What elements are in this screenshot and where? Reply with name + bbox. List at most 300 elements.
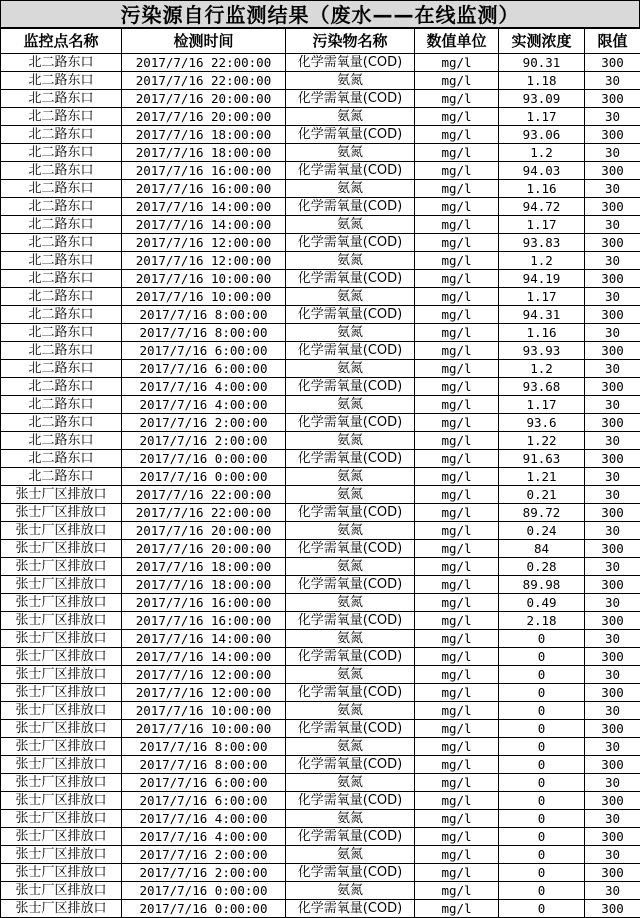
cell-limit: 30 [585,846,640,864]
cell-pollutant: 化学需氧量(COD) [286,414,415,432]
cell-pollutant: 氨氮 [286,396,415,414]
table-row [1,54,640,72]
cell-unit: mg/l [415,846,499,864]
cell-time: 2017/7/16 22:00:00 [122,54,286,72]
table-row [1,504,640,522]
cell-limit: 300 [585,900,640,918]
cell-unit: mg/l [415,504,499,522]
cell-pollutant: 化学需氧量(COD) [286,540,415,558]
cell-station: 北二路东口 [1,144,122,162]
cell-time: 2017/7/16 12:00:00 [122,684,286,702]
cell-unit: mg/l [415,540,499,558]
table-row [1,252,640,270]
table-row [1,900,640,918]
table-row [1,684,640,702]
cell-station: 北二路东口 [1,414,122,432]
cell-concentration: 0 [499,810,585,828]
cell-pollutant: 氨氮 [286,738,415,756]
table-row [1,594,640,612]
cell-unit: mg/l [415,54,499,72]
cell-unit: mg/l [415,738,499,756]
table-row [1,126,640,144]
cell-unit: mg/l [415,126,499,144]
cell-limit: 30 [585,252,640,270]
cell-time: 2017/7/16 0:00:00 [122,882,286,900]
table-row [1,576,640,594]
cell-time: 2017/7/16 6:00:00 [122,342,286,360]
cell-concentration: 0 [499,666,585,684]
cell-limit: 300 [585,162,640,180]
cell-time: 2017/7/16 12:00:00 [122,234,286,252]
cell-pollutant: 化学需氧量(COD) [286,342,415,360]
cell-limit: 30 [585,144,640,162]
table-row [1,306,640,324]
cell-pollutant: 氨氮 [286,432,415,450]
cell-limit: 300 [585,792,640,810]
cell-time: 2017/7/16 16:00:00 [122,594,286,612]
cell-pollutant: 氨氮 [286,144,415,162]
cell-concentration: 90.31 [499,54,585,72]
cell-limit: 30 [585,432,640,450]
cell-concentration: 1.2 [499,144,585,162]
table-row [1,810,640,828]
cell-time: 2017/7/16 20:00:00 [122,90,286,108]
cell-time: 2017/7/16 8:00:00 [122,306,286,324]
cell-unit: mg/l [415,108,499,126]
cell-limit: 30 [585,522,640,540]
cell-unit: mg/l [415,486,499,504]
cell-time: 2017/7/16 14:00:00 [122,630,286,648]
cell-station: 北二路东口 [1,306,122,324]
cell-time: 2017/7/16 2:00:00 [122,846,286,864]
cell-limit: 30 [585,468,640,486]
cell-unit: mg/l [415,162,499,180]
cell-unit: mg/l [415,90,499,108]
cell-pollutant: 氨氮 [286,216,415,234]
cell-time: 2017/7/16 22:00:00 [122,72,286,90]
cell-concentration: 0 [499,738,585,756]
cell-station: 张士厂区排放口 [1,630,122,648]
cell-concentration: 0 [499,828,585,846]
cell-pollutant: 化学需氧量(COD) [286,720,415,738]
cell-time: 2017/7/16 6:00:00 [122,792,286,810]
cell-pollutant: 氨氮 [286,882,415,900]
cell-limit: 30 [585,882,640,900]
table-row [1,648,640,666]
cell-station: 张士厂区排放口 [1,900,122,918]
cell-concentration: 91.63 [499,450,585,468]
cell-time: 2017/7/16 4:00:00 [122,378,286,396]
table-row [1,288,640,306]
cell-station: 北二路东口 [1,234,122,252]
cell-concentration: 0 [499,882,585,900]
cell-pollutant: 化学需氧量(COD) [286,162,415,180]
cell-station: 张士厂区排放口 [1,612,122,630]
cell-unit: mg/l [415,792,499,810]
cell-station: 北二路东口 [1,126,122,144]
cell-time: 2017/7/16 6:00:00 [122,774,286,792]
header-row [1,29,640,54]
cell-unit: mg/l [415,72,499,90]
cell-pollutant: 化学需氧量(COD) [286,306,415,324]
cell-limit: 300 [585,270,640,288]
cell-concentration: 1.22 [499,432,585,450]
cell-concentration: 0.21 [499,486,585,504]
cell-concentration: 1.21 [499,468,585,486]
table-row [1,738,640,756]
cell-unit: mg/l [415,468,499,486]
cell-unit: mg/l [415,450,499,468]
table-row [1,792,640,810]
cell-limit: 300 [585,126,640,144]
cell-station: 张士厂区排放口 [1,720,122,738]
cell-station: 北二路东口 [1,378,122,396]
cell-time: 2017/7/16 0:00:00 [122,900,286,918]
cell-limit: 300 [585,756,640,774]
cell-limit: 30 [585,558,640,576]
cell-limit: 30 [585,72,640,90]
cell-concentration: 0 [499,648,585,666]
table-title: 污染源自行监测结果（废水——在线监测） [0,0,640,28]
table-body [1,54,640,918]
cell-pollutant: 氨氮 [286,468,415,486]
cell-time: 2017/7/16 22:00:00 [122,504,286,522]
header-time: 检测时间 [122,29,286,54]
cell-station: 张士厂区排放口 [1,594,122,612]
table-row [1,162,640,180]
cell-station: 北二路东口 [1,270,122,288]
cell-station: 张士厂区排放口 [1,648,122,666]
cell-unit: mg/l [415,288,499,306]
cell-unit: mg/l [415,396,499,414]
table-row [1,486,640,504]
table-row [1,198,640,216]
cell-limit: 300 [585,540,640,558]
cell-time: 2017/7/16 12:00:00 [122,666,286,684]
cell-limit: 30 [585,486,640,504]
cell-time: 2017/7/16 20:00:00 [122,540,286,558]
cell-limit: 300 [585,198,640,216]
table-row [1,828,640,846]
cell-station: 张士厂区排放口 [1,864,122,882]
cell-concentration: 0.24 [499,522,585,540]
cell-limit: 300 [585,864,640,882]
cell-time: 2017/7/16 20:00:00 [122,108,286,126]
cell-pollutant: 氨氮 [286,108,415,126]
cell-time: 2017/7/16 18:00:00 [122,576,286,594]
cell-time: 2017/7/16 2:00:00 [122,432,286,450]
cell-station: 北二路东口 [1,342,122,360]
cell-limit: 30 [585,396,640,414]
cell-time: 2017/7/16 10:00:00 [122,288,286,306]
cell-unit: mg/l [415,234,499,252]
cell-station: 北二路东口 [1,450,122,468]
cell-concentration: 89.72 [499,504,585,522]
table-row [1,108,640,126]
cell-time: 2017/7/16 18:00:00 [122,144,286,162]
table-row [1,882,640,900]
cell-time: 2017/7/16 8:00:00 [122,738,286,756]
cell-unit: mg/l [415,180,499,198]
cell-concentration: 84 [499,540,585,558]
cell-unit: mg/l [415,432,499,450]
cell-unit: mg/l [415,612,499,630]
table-row [1,90,640,108]
cell-pollutant: 化学需氧量(COD) [286,900,415,918]
table-row [1,216,640,234]
cell-unit: mg/l [415,360,499,378]
cell-station: 张士厂区排放口 [1,702,122,720]
cell-limit: 30 [585,666,640,684]
cell-unit: mg/l [415,324,499,342]
cell-pollutant: 化学需氧量(COD) [286,864,415,882]
cell-pollutant: 氨氮 [286,810,415,828]
cell-unit: mg/l [415,270,499,288]
cell-concentration: 93.68 [499,378,585,396]
cell-time: 2017/7/16 8:00:00 [122,756,286,774]
cell-station: 北二路东口 [1,54,122,72]
cell-concentration: 94.72 [499,198,585,216]
cell-limit: 300 [585,378,640,396]
cell-limit: 300 [585,648,640,666]
table-row [1,450,640,468]
cell-station: 张士厂区排放口 [1,522,122,540]
cell-time: 2017/7/16 16:00:00 [122,612,286,630]
cell-time: 2017/7/16 10:00:00 [122,702,286,720]
cell-time: 2017/7/16 2:00:00 [122,864,286,882]
cell-pollutant: 氨氮 [286,252,415,270]
cell-unit: mg/l [415,756,499,774]
cell-pollutant: 氨氮 [286,324,415,342]
cell-station: 北二路东口 [1,324,122,342]
cell-concentration: 93.83 [499,234,585,252]
cell-station: 张士厂区排放口 [1,774,122,792]
cell-pollutant: 氨氮 [286,774,415,792]
cell-unit: mg/l [415,648,499,666]
cell-time: 2017/7/16 14:00:00 [122,648,286,666]
cell-time: 2017/7/16 2:00:00 [122,414,286,432]
cell-pollutant: 氨氮 [286,180,415,198]
cell-time: 2017/7/16 14:00:00 [122,216,286,234]
cell-pollutant: 化学需氧量(COD) [286,450,415,468]
header-limit: 限值 [585,29,640,54]
cell-concentration: 1.18 [499,72,585,90]
cell-time: 2017/7/16 20:00:00 [122,522,286,540]
table-row [1,612,640,630]
cell-concentration: 0 [499,702,585,720]
table-row [1,846,640,864]
cell-station: 张士厂区排放口 [1,684,122,702]
cell-time: 2017/7/16 14:00:00 [122,198,286,216]
cell-pollutant: 氨氮 [286,288,415,306]
cell-unit: mg/l [415,342,499,360]
table-row [1,558,640,576]
cell-unit: mg/l [415,900,499,918]
table-row [1,270,640,288]
header-concentration: 实测浓度 [499,29,585,54]
cell-pollutant: 化学需氧量(COD) [286,270,415,288]
cell-time: 2017/7/16 18:00:00 [122,126,286,144]
table-row [1,360,640,378]
cell-station: 张士厂区排放口 [1,504,122,522]
cell-concentration: 1.16 [499,180,585,198]
table-row [1,864,640,882]
cell-unit: mg/l [415,306,499,324]
cell-unit: mg/l [415,216,499,234]
cell-concentration: 93.6 [499,414,585,432]
cell-concentration: 93.93 [499,342,585,360]
cell-pollutant: 氨氮 [286,630,415,648]
cell-concentration: 1.17 [499,108,585,126]
cell-unit: mg/l [415,774,499,792]
cell-concentration: 0 [499,720,585,738]
cell-pollutant: 化学需氧量(COD) [286,792,415,810]
cell-unit: mg/l [415,198,499,216]
table-row [1,522,640,540]
cell-time: 2017/7/16 0:00:00 [122,468,286,486]
cell-limit: 30 [585,810,640,828]
cell-station: 张士厂区排放口 [1,846,122,864]
cell-concentration: 94.31 [499,306,585,324]
cell-limit: 300 [585,504,640,522]
cell-unit: mg/l [415,576,499,594]
table-row [1,666,640,684]
cell-pollutant: 化学需氧量(COD) [286,828,415,846]
cell-time: 2017/7/16 10:00:00 [122,270,286,288]
table-row [1,774,640,792]
cell-limit: 30 [585,738,640,756]
cell-time: 2017/7/16 8:00:00 [122,324,286,342]
cell-pollutant: 化学需氧量(COD) [286,684,415,702]
cell-concentration: 0 [499,774,585,792]
cell-station: 北二路东口 [1,90,122,108]
cell-unit: mg/l [415,144,499,162]
cell-concentration: 0 [499,630,585,648]
cell-concentration: 0 [499,846,585,864]
cell-concentration: 0 [499,792,585,810]
table-row [1,630,640,648]
cell-limit: 300 [585,90,640,108]
cell-concentration: 93.06 [499,126,585,144]
table-row [1,396,640,414]
cell-concentration: 1.17 [499,216,585,234]
cell-time: 2017/7/16 12:00:00 [122,252,286,270]
cell-unit: mg/l [415,522,499,540]
cell-time: 2017/7/16 4:00:00 [122,810,286,828]
cell-pollutant: 氨氮 [286,360,415,378]
cell-pollutant: 化学需氧量(COD) [286,126,415,144]
cell-concentration: 94.03 [499,162,585,180]
cell-pollutant: 化学需氧量(COD) [286,54,415,72]
cell-limit: 300 [585,684,640,702]
cell-concentration: 2.18 [499,612,585,630]
cell-limit: 300 [585,342,640,360]
table-row [1,432,640,450]
cell-limit: 30 [585,108,640,126]
cell-concentration: 93.09 [499,90,585,108]
table-row [1,144,640,162]
cell-limit: 300 [585,414,640,432]
cell-limit: 30 [585,180,640,198]
cell-station: 张士厂区排放口 [1,576,122,594]
cell-station: 张士厂区排放口 [1,756,122,774]
cell-station: 北二路东口 [1,198,122,216]
cell-unit: mg/l [415,810,499,828]
cell-pollutant: 氨氮 [286,666,415,684]
cell-pollutant: 氨氮 [286,486,415,504]
cell-pollutant: 化学需氧量(COD) [286,378,415,396]
cell-station: 北二路东口 [1,252,122,270]
cell-limit: 300 [585,720,640,738]
cell-station: 北二路东口 [1,108,122,126]
cell-pollutant: 化学需氧量(COD) [286,576,415,594]
table-row [1,540,640,558]
table-row [1,414,640,432]
table-row [1,180,640,198]
cell-limit: 300 [585,234,640,252]
cell-concentration: 0 [499,864,585,882]
monitoring-table [0,28,640,918]
cell-concentration: 0.28 [499,558,585,576]
cell-time: 2017/7/16 16:00:00 [122,162,286,180]
cell-unit: mg/l [415,594,499,612]
cell-pollutant: 氨氮 [286,594,415,612]
cell-station: 北二路东口 [1,468,122,486]
cell-unit: mg/l [415,864,499,882]
cell-pollutant: 化学需氧量(COD) [286,612,415,630]
table-row [1,324,640,342]
cell-station: 张士厂区排放口 [1,558,122,576]
cell-concentration: 89.98 [499,576,585,594]
cell-pollutant: 化学需氧量(COD) [286,234,415,252]
table-row [1,720,640,738]
cell-unit: mg/l [415,702,499,720]
cell-pollutant: 化学需氧量(COD) [286,198,415,216]
cell-concentration: 1.16 [499,324,585,342]
cell-limit: 300 [585,450,640,468]
table-row [1,342,640,360]
cell-station: 北二路东口 [1,162,122,180]
cell-pollutant: 氨氮 [286,846,415,864]
cell-concentration: 1.2 [499,252,585,270]
table-row [1,378,640,396]
cell-limit: 30 [585,702,640,720]
table-row [1,756,640,774]
cell-limit: 30 [585,360,640,378]
cell-time: 2017/7/16 6:00:00 [122,360,286,378]
cell-unit: mg/l [415,882,499,900]
cell-pollutant: 氨氮 [286,72,415,90]
cell-station: 北二路东口 [1,432,122,450]
cell-station: 北二路东口 [1,180,122,198]
cell-limit: 300 [585,54,640,72]
header-pollutant: 污染物名称 [286,29,415,54]
cell-limit: 300 [585,576,640,594]
cell-concentration: 0 [499,900,585,918]
cell-station: 张士厂区排放口 [1,540,122,558]
cell-concentration: 1.17 [499,396,585,414]
cell-station: 张士厂区排放口 [1,810,122,828]
cell-limit: 300 [585,828,640,846]
cell-station: 北二路东口 [1,72,122,90]
cell-limit: 30 [585,324,640,342]
cell-pollutant: 化学需氧量(COD) [286,648,415,666]
cell-pollutant: 氨氮 [286,558,415,576]
cell-station: 张士厂区排放口 [1,882,122,900]
cell-pollutant: 化学需氧量(COD) [286,504,415,522]
cell-concentration: 1.17 [499,288,585,306]
cell-unit: mg/l [415,414,499,432]
